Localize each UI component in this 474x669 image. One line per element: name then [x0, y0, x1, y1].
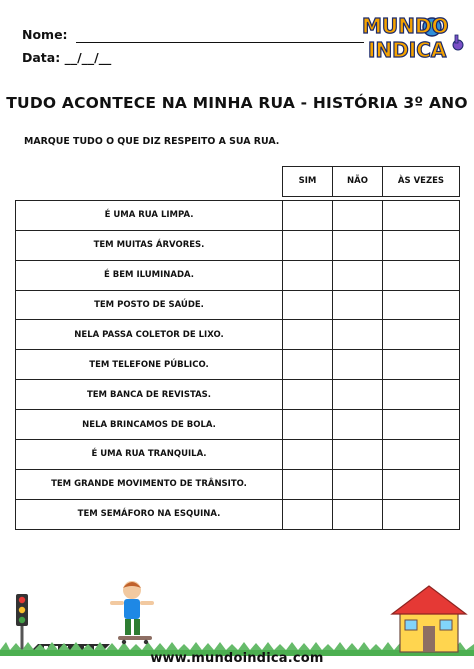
answer-nao-cell[interactable] — [333, 469, 383, 499]
answer-nao-cell[interactable] — [333, 410, 383, 440]
question-cell: TEM GRANDE MOVIMENTO DE TRÂNSITO. — [16, 469, 283, 499]
question-cell: É UMA RUA TRANQUILA. — [16, 440, 283, 470]
table-row — [16, 499, 460, 529]
answer-as-vezes-cell[interactable] — [383, 230, 460, 260]
date-field — [22, 47, 111, 66]
answer-nao-cell[interactable] — [333, 200, 383, 230]
answer-nao-cell[interactable] — [333, 230, 383, 260]
answer-sim-cell[interactable] — [283, 290, 333, 320]
answer-sim-cell[interactable] — [283, 499, 333, 529]
answer-as-vezes-cell[interactable] — [383, 410, 460, 440]
table-row — [16, 260, 460, 290]
answer-nao-cell[interactable] — [333, 320, 383, 350]
answer-sim-cell[interactable] — [283, 320, 333, 350]
answer-as-vezes-cell[interactable] — [383, 320, 460, 350]
answer-sim-cell[interactable] — [283, 440, 333, 470]
header-sim: SIM — [283, 167, 333, 197]
answer-as-vezes-cell[interactable] — [383, 380, 460, 410]
name-line[interactable] — [76, 29, 364, 43]
header-as-vezes: ÀS VEZES — [383, 167, 460, 197]
question-cell: É UMA RUA LIMPA. — [16, 200, 283, 230]
answer-sim-cell[interactable] — [283, 200, 333, 230]
instruction: MARQUE TUDO O QUE DIZ RESPEITO A SUA RUA. — [24, 136, 280, 147]
answer-sim-cell[interactable] — [283, 230, 333, 260]
table-row — [16, 410, 460, 440]
answer-nao-cell[interactable] — [333, 499, 383, 529]
answer-as-vezes-cell[interactable] — [383, 440, 460, 470]
name-label: Nome: — [22, 27, 68, 42]
empty-header-cell — [16, 167, 283, 197]
table-header-row — [16, 167, 460, 197]
answer-as-vezes-cell[interactable] — [383, 260, 460, 290]
answer-nao-cell[interactable] — [333, 380, 383, 410]
answer-sim-cell[interactable] — [283, 260, 333, 290]
question-cell: TEM MUITAS ÁRVORES. — [16, 230, 283, 260]
question-cell: NELA BRINCAMOS DE BOLA. — [16, 410, 283, 440]
answer-nao-cell[interactable] — [333, 260, 383, 290]
answer-nao-cell[interactable] — [333, 350, 383, 380]
name-field — [22, 24, 364, 43]
table-row — [16, 380, 460, 410]
logo-word-1: MUNDO — [362, 14, 449, 38]
answer-as-vezes-cell[interactable] — [383, 499, 460, 529]
table-row — [16, 440, 460, 470]
boy-skateboard-icon — [110, 581, 154, 644]
mundo-indica-logo — [354, 7, 469, 65]
question-cell: TEM BANCA DE REVISTAS. — [16, 380, 283, 410]
answer-as-vezes-cell[interactable] — [383, 200, 460, 230]
table-row — [16, 230, 460, 260]
pointing-hand-icon — [453, 35, 463, 50]
question-cell: TEM SEMÁFORO NA ESQUINA. — [16, 499, 283, 529]
answer-as-vezes-cell[interactable] — [383, 469, 460, 499]
answer-sim-cell[interactable] — [283, 410, 333, 440]
answer-nao-cell[interactable] — [333, 290, 383, 320]
street-checklist-table — [15, 166, 460, 530]
page-title: TUDO ACONTECE NA MINHA RUA - HISTÓRIA 3º ANO — [6, 94, 468, 112]
answer-as-vezes-cell[interactable] — [383, 290, 460, 320]
footer-url: www.mundoindica.com — [150, 651, 324, 666]
question-cell: É BEM ILUMINADA. — [16, 260, 283, 290]
table-row — [16, 469, 460, 499]
question-cell: NELA PASSA COLETOR DE LIXO. — [16, 320, 283, 350]
logo-word-2: INDICA — [368, 38, 447, 62]
question-cell: TEM POSTO DE SAÚDE. — [16, 290, 283, 320]
house-icon — [392, 586, 466, 652]
header-nao: NÃO — [333, 167, 383, 197]
table-row — [16, 350, 460, 380]
table-row — [16, 320, 460, 350]
table-row — [16, 290, 460, 320]
table-row — [16, 200, 460, 230]
answer-sim-cell[interactable] — [283, 380, 333, 410]
answer-sim-cell[interactable] — [283, 469, 333, 499]
answer-as-vezes-cell[interactable] — [383, 350, 460, 380]
question-cell: TEM TELEFONE PÚBLICO. — [16, 350, 283, 380]
date-label: Data: __/__/__ — [22, 50, 112, 65]
answer-sim-cell[interactable] — [283, 350, 333, 380]
answer-nao-cell[interactable] — [333, 440, 383, 470]
